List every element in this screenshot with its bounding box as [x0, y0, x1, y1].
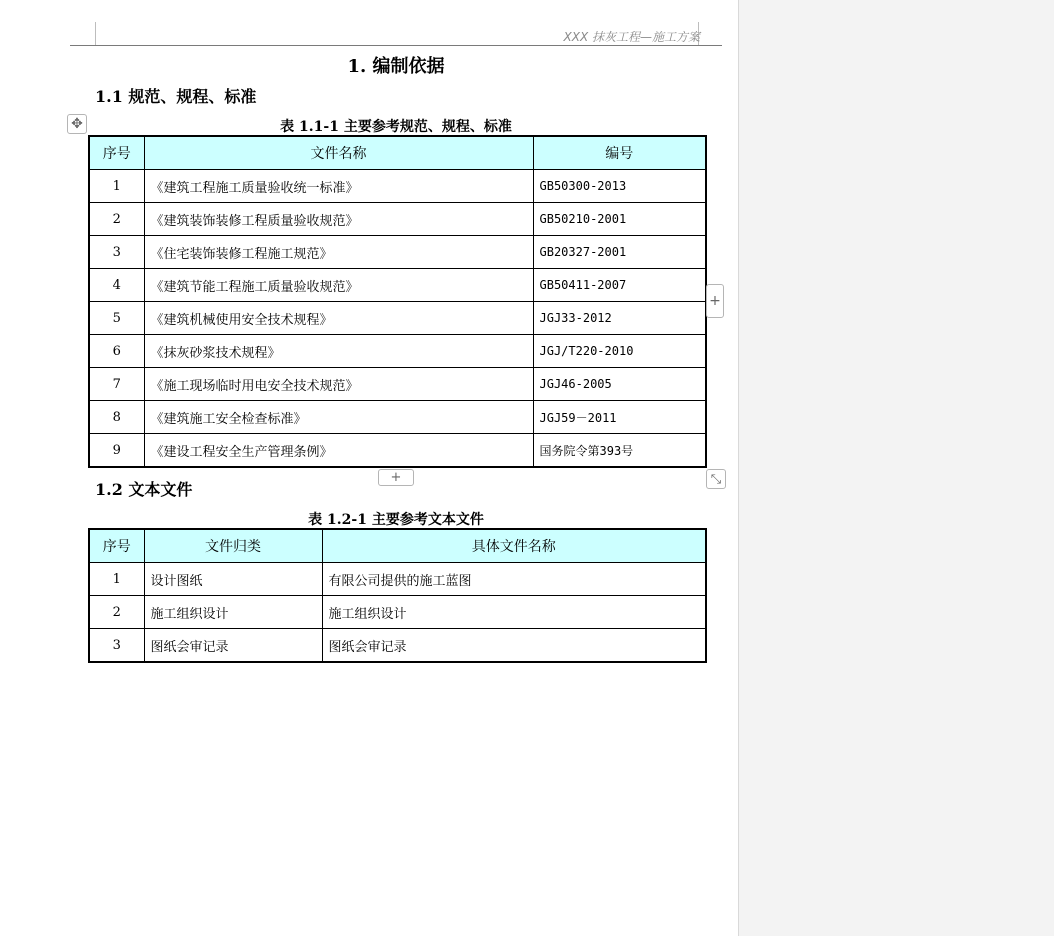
cell-number[interactable]: 3 — [89, 629, 144, 663]
cell-code[interactable]: GB20327-2001 — [533, 236, 706, 269]
table-row — [89, 203, 706, 236]
table-row — [89, 269, 706, 302]
cell-file-name[interactable]: 《建筑工程施工质量验收统一标准》 — [144, 170, 533, 203]
cell-category[interactable]: 图纸会审记录 — [144, 629, 322, 663]
column-header-code[interactable]: 编号 — [533, 136, 706, 170]
table-row — [89, 434, 706, 468]
cell-category[interactable]: 设计图纸 — [144, 563, 322, 596]
cell-code[interactable]: GB50300-2013 — [533, 170, 706, 203]
column-header-specific-name[interactable]: 具体文件名称 — [322, 529, 706, 563]
text-files-table[interactable] — [88, 528, 707, 663]
cell-number[interactable]: 7 — [89, 368, 144, 401]
table-header-row — [89, 529, 706, 563]
table-row — [89, 629, 706, 663]
cell-code[interactable]: GB50411-2007 — [533, 269, 706, 302]
column-header-file-name[interactable]: 文件名称 — [144, 136, 533, 170]
header-rule — [70, 45, 722, 46]
cell-specific-name[interactable]: 图纸会审记录 — [322, 629, 706, 663]
cell-category[interactable]: 施工组织设计 — [144, 596, 322, 629]
page-header-text[interactable]: XXX 抹灰工程—施工方案 — [563, 30, 700, 44]
standards-table[interactable] — [88, 135, 707, 468]
cell-file-name[interactable]: 《建筑节能工程施工质量验收规范》 — [144, 269, 533, 302]
column-header-number[interactable]: 序号 — [89, 136, 144, 170]
table-row — [89, 596, 706, 629]
cell-number[interactable]: 6 — [89, 335, 144, 368]
column-header-number[interactable]: 序号 — [89, 529, 144, 563]
cell-file-name[interactable]: 《建筑装饰装修工程质量验收规范》 — [144, 203, 533, 236]
cell-number[interactable]: 1 — [89, 170, 144, 203]
cell-number[interactable]: 1 — [89, 563, 144, 596]
workspace-background — [738, 0, 1054, 936]
table-caption-1-1[interactable]: 表 1.1-1 主要参考规范、规程、标准 — [280, 119, 512, 135]
cell-code[interactable]: GB50210-2001 — [533, 203, 706, 236]
cell-number[interactable]: 9 — [89, 434, 144, 468]
cell-file-name[interactable]: 《建筑施工安全检查标准》 — [144, 401, 533, 434]
table-row — [89, 401, 706, 434]
cell-code[interactable]: JGJ/T220-2010 — [533, 335, 706, 368]
table-row — [89, 563, 706, 596]
table-row — [89, 368, 706, 401]
cell-number[interactable]: 3 — [89, 236, 144, 269]
cell-number[interactable]: 2 — [89, 203, 144, 236]
column-header-category[interactable]: 文件归类 — [144, 529, 322, 563]
cell-code[interactable]: JGJ46-2005 — [533, 368, 706, 401]
table-row — [89, 170, 706, 203]
cell-file-name[interactable]: 《抹灰砂浆技术规程》 — [144, 335, 533, 368]
cell-specific-name[interactable]: 施工组织设计 — [322, 596, 706, 629]
add-column-button[interactable]: + — [706, 284, 724, 318]
section-heading-1-2[interactable]: 1.2 文本文件 — [95, 480, 193, 499]
table-header-row — [89, 136, 706, 170]
cell-file-name[interactable]: 《建设工程安全生产管理条例》 — [144, 434, 533, 468]
document-title[interactable]: 1. 编制依据 — [347, 56, 445, 77]
section-heading-1-1[interactable]: 1.1 规范、规程、标准 — [95, 87, 257, 106]
header-margin-mark-left — [95, 22, 96, 46]
cell-file-name[interactable]: 《建筑机械使用安全技术规程》 — [144, 302, 533, 335]
table-resize-handle-icon[interactable]: ⤡ — [706, 469, 726, 489]
cell-code[interactable]: JGJ33-2012 — [533, 302, 706, 335]
cell-file-name[interactable]: 《施工现场临时用电安全技术规范》 — [144, 368, 533, 401]
cell-specific-name[interactable]: 有限公司提供的施工蓝图 — [322, 563, 706, 596]
cell-number[interactable]: 5 — [89, 302, 144, 335]
cell-number[interactable]: 4 — [89, 269, 144, 302]
table-move-handle-icon[interactable]: ✥ — [67, 114, 87, 134]
cell-code[interactable]: JGJ59－2011 — [533, 401, 706, 434]
add-row-button[interactable]: + — [378, 469, 414, 486]
table-caption-1-2[interactable]: 表 1.2-1 主要参考文本文件 — [308, 512, 484, 528]
table-row — [89, 335, 706, 368]
cell-number[interactable]: 8 — [89, 401, 144, 434]
cell-code[interactable]: 国务院令第393号 — [533, 434, 706, 468]
cell-file-name[interactable]: 《住宅装饰装修工程施工规范》 — [144, 236, 533, 269]
cell-number[interactable]: 2 — [89, 596, 144, 629]
table-row — [89, 236, 706, 269]
table-row — [89, 302, 706, 335]
